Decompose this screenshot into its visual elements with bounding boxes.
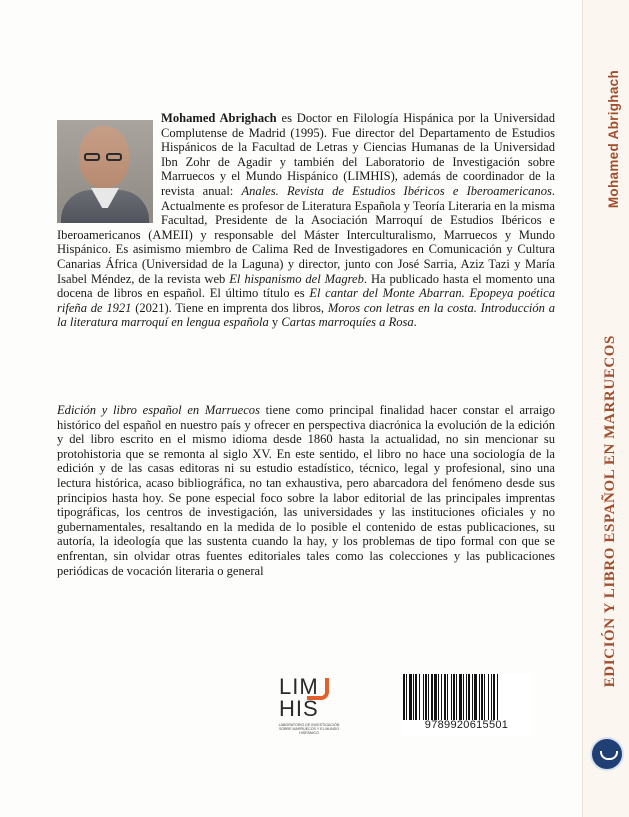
- author-name: Mohamed Abrighach: [161, 111, 277, 125]
- barcode-bar: [497, 674, 498, 720]
- barcode-bar: [444, 674, 446, 720]
- barcode-bar: [441, 674, 442, 720]
- barcode-bar: [419, 674, 420, 720]
- book-title-inline: Edición y libro español en Marruecos: [57, 403, 260, 417]
- book-description: Edición y libro español en Marruecos tiene como principal finalidad hacer constar el arraigo histórico del español en nuestro país y ofrecer en perspectiva diacrónica la evolución de la edición y del libro escrito en el mismo idioma desde 1860 hasta la actualidad, no sin mencionar su protohistoria que se remonta al siglo XV. En este sentido, el libro no hace una sociología de la edición y de las casas editoras ni su estudio estadístico, técnico, legal y profesional, sino una lectura histórica, acaso bibliográfica, no tan exhaustiva, pero abarcadora del fenómeno desde sus principios hasta hoy. Se pone especial foco sobre la labor editorial de las principales imprentas tipográficas, los centros de investigación, las universidades y las instituciones oficiales y no gubernamentales, resaltando en la medida de lo posible el contenido de estas publicaciones, su autoría, la ideología que las sustenta cuando la hay, y los problemas de tipo formal con que se enfrentan, sin olvidar otras fuentes editoriales tales como las colecciones y las publicaciones periódicas de vocación literaria o general: [57, 403, 555, 578]
- barcode-bar: [491, 674, 492, 720]
- barcode-bar: [463, 674, 464, 720]
- spine-title: EDICIÓN Y LIBRO ESPAÑOL EN MARRUECOS: [602, 335, 618, 688]
- barcode-bar: [425, 674, 427, 720]
- limhis-logo: LIM HIS LABORATORIO DE INVESTIGACIÓN SOBRE MARRUECOS Y EL MUNDO HISPÁNICO: [273, 674, 345, 734]
- barcode-bar: [413, 674, 414, 720]
- barcode-bar: [468, 674, 470, 720]
- barcode-bar: [403, 674, 405, 720]
- barcode-bar: [472, 674, 473, 720]
- barcode-bar: [431, 674, 433, 720]
- barcode-bar: [466, 674, 467, 720]
- barcode-bar: [459, 674, 462, 720]
- spine-author: Mohamed Abrighach: [606, 70, 621, 209]
- last-book-title: El cantar del Monte Abarran. Epopeya poética rifeña de 1921: [57, 286, 555, 315]
- barcode-bar: [493, 674, 495, 720]
- barcode-bar: [406, 674, 407, 720]
- publisher-seal-icon: [590, 737, 624, 771]
- barcode-bar: [409, 674, 412, 720]
- barcode-bar: [434, 674, 437, 720]
- barcode-bar: [479, 674, 480, 720]
- book-spine: [582, 0, 629, 817]
- barcode-bar: [453, 674, 455, 720]
- author-biography: Mohamed Abrighach es Doctor en Filología Hispánica por la Universidad Complutense de Madrid (1995). Fue director del Departamento de Estudios Hispánicos de la Facultad de Letras y Ciencias Humanas de la Universidad Ibn Zohr de Agadir y también del Laboratorio de Investigación sobre Marruecos y el Mundo Hispánico (LIMHIS), además de coordinador de la revista anual: Anales. Revista de Estudios Ibéricos e Iberoamericanos. Actualmente es profesor de Literatura Española y Teoría Literaria en la misma Facultad, Presidente de la Asociación Marroquí de Estudios Ibéricos e Iberoamericanos (AMEII) y responsable del Máster Interculturalismo, Marruecos y Mundo Hispánico. Es asimismo miembro de Calima Red de Investigadores en Comunicación y Cultura Canarias África (Universidad de la Laguna) y director, junto con José Sarria, Aziz Tazi y María Isabel Méndez, de la revista web El hispanismo del Magreb. Ha publicado hasta el momento una docena de libros en español. El último título es El cantar del Monte Abarran. Epopeya poética rifeña de 1921 (2021). Tiene en imprenta dos libros, Moros con letras en la costa. Introducción a la literatura marroquí en lengua española y Cartas marroquíes a Rosa.: [57, 111, 555, 330]
- barcode-bar: [451, 674, 452, 720]
- barcode-bar: [438, 674, 439, 720]
- barcode-bar: [474, 674, 477, 720]
- barcode-bar: [428, 674, 429, 720]
- forthcoming-book-a: Moros con letras en la costa. Introducción a la literatura marroquí en lengua española: [57, 300, 555, 330]
- journal-title: Anales. Revista de Estudios Ibéricos e Iberoamericanos: [241, 183, 552, 198]
- barcode-bar: [488, 674, 489, 720]
- limhis-logo-tagline: LABORATORIO DE INVESTIGACIÓN SOBRE MARRUECOS Y EL MUNDO HISPÁNICO: [278, 723, 340, 735]
- barcode-bar: [423, 674, 424, 720]
- barcode-bar: [481, 674, 483, 720]
- forthcoming-book-b: Cartas marroquíes a Rosa: [281, 315, 414, 330]
- barcode-bar: [456, 674, 457, 720]
- web-journal-title: El hispanismo del Magreb: [229, 271, 364, 286]
- barcode-bar: [415, 674, 417, 720]
- barcode-bar: [484, 674, 485, 720]
- barcode-bars: [401, 674, 532, 720]
- barcode-bar: [447, 674, 448, 720]
- isbn-number: 9789920615501: [424, 719, 509, 731]
